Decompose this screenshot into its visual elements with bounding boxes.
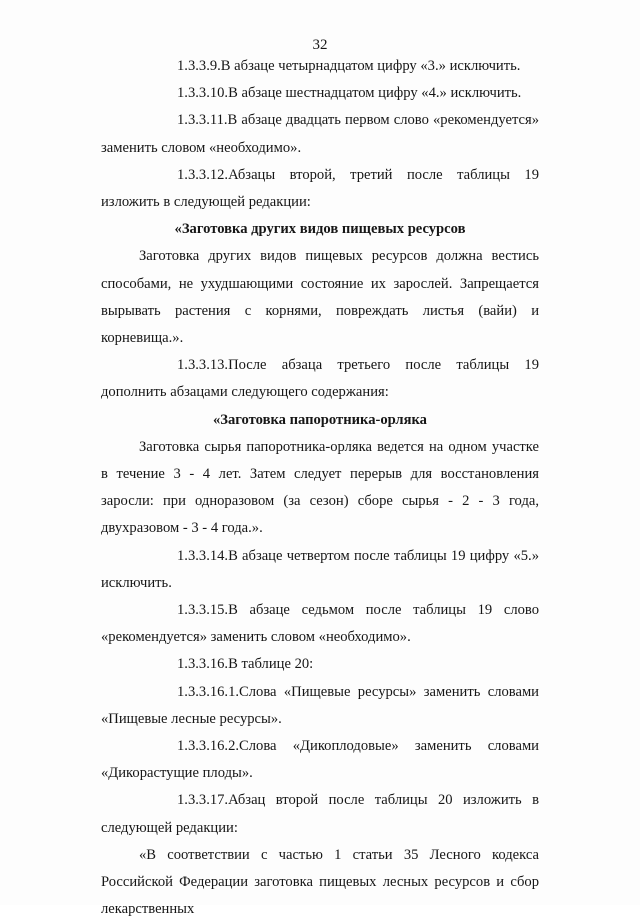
item-text: В абзаце шестнадцатом цифру «4.» исключить. <box>228 85 522 102</box>
item-text: Слова «Пищевые ресурсы» заменить словами «Пищевые лесные ресурсы». <box>101 683 539 727</box>
item-1-3-3-17 <box>101 787 539 841</box>
item-number: 1.3.3.16.1. <box>177 683 240 700</box>
item-number: 1.3.3.14. <box>177 547 229 564</box>
item-number: 1.3.3.10. <box>177 85 229 102</box>
item-text: В абзаце двадцать первом слово «рекомендуется» заменить словом «необходимо». <box>101 112 539 156</box>
item-text: В таблице 20: <box>228 656 314 673</box>
item-number: 1.3.3.15. <box>177 602 229 619</box>
document-body <box>101 53 539 924</box>
item-number: 1.3.3.16.2. <box>177 738 240 755</box>
item-1-3-3-10 <box>101 80 539 107</box>
item-number: 1.3.3.13. <box>177 357 229 374</box>
item-1-3-3-11 <box>101 107 539 161</box>
section-heading-other-food-resources: «Заготовка других видов пищевых ресурсов <box>174 221 466 238</box>
item-text: После абзаца третьего после таблицы 19 дополнить абзацами следующего содержания: <box>101 357 539 401</box>
item-number: 1.3.3.9. <box>177 58 221 74</box>
item-1-3-3-9 <box>101 53 539 80</box>
item-text: Абзац второй после таблицы 20 изложить в следующей редакции: <box>101 792 539 836</box>
item-1-3-3-15 <box>101 597 539 651</box>
item-number: 1.3.3.12. <box>177 166 229 183</box>
item-1-3-3-16-2 <box>101 733 539 787</box>
item-1-3-3-12 <box>101 162 539 216</box>
item-number: 1.3.3.17. <box>177 792 229 809</box>
page-number: 32 <box>312 37 328 53</box>
section-heading-bracken: «Заготовка папоротника-орляка <box>213 411 427 428</box>
item-text: Абзацы второй, третий после таблицы 19 изложить в следующей редакции: <box>101 166 539 211</box>
item-1-3-3-16 <box>101 651 539 678</box>
item-text: Слова «Дикоплодовые» заменить словами «Дикорастущие плоды». <box>101 738 539 782</box>
item-text: В абзаце седьмом после таблицы 19 слово «рекомендуется» заменить словом «необходимо». <box>101 602 539 646</box>
item-number: 1.3.3.16. <box>177 656 229 673</box>
quoted-paragraph: Заготовка других видов пищевых ресурсов должна вестись способами, не ухудшающими состояние их зарослей. Запрещается вырывать растения с корнями, повреждать листья (вайи) и корневища.». <box>101 248 539 347</box>
item-text: В абзаце четвертом после таблицы 19 цифру «5.» исключить. <box>101 547 539 591</box>
quoted-paragraph: Заготовка сырья папоротника-орляка ведется на одном участке в течение 3 - 4 лет. Затем следует перерыв для восстановления заросли: при одноразовом (за сезон) сборе сырья - 2 - 3 года, двухразовом - 3 - 4 года.». <box>101 438 539 537</box>
item-1-3-3-14 <box>101 543 539 597</box>
item-1-3-3-13 <box>101 352 539 406</box>
quoted-paragraph: «В соответствии с частью 1 статьи 35 Лесного кодекса Российской Федерации заготовка пищевых лесных ресурсов и сбор лекарственных <box>101 846 539 918</box>
item-1-3-3-16-1 <box>101 679 539 733</box>
item-text: В абзаце четырнадцатом цифру «3.» исключить. <box>220 58 521 74</box>
item-number: 1.3.3.11. <box>177 112 228 129</box>
